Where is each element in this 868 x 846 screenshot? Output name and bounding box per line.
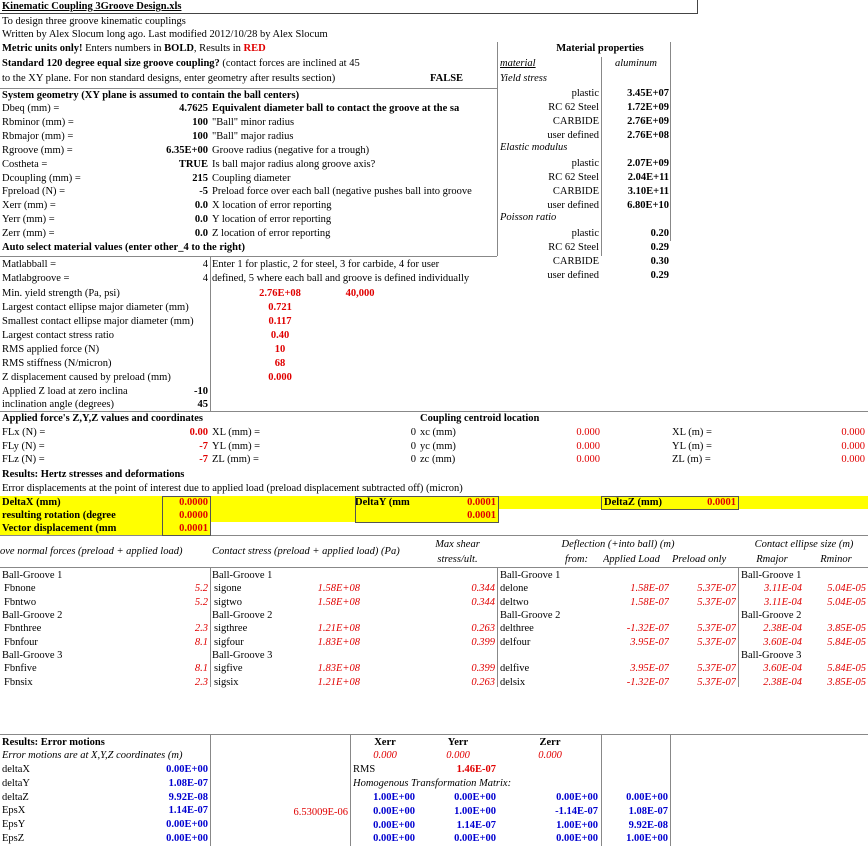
rms-label: RMS: [353, 764, 376, 775]
result-label: Largest contact ellipse major diameter (mm): [2, 302, 189, 313]
zerr-label: Zerr: [539, 737, 561, 748]
matrix-cell: 9.92E-08: [628, 819, 668, 831]
geometry-desc: Z location of error reporting: [212, 228, 331, 240]
bold-note: BOLD: [164, 43, 194, 54]
force-value: -7: [199, 440, 208, 452]
stress-name: sigsix: [214, 676, 239, 688]
yield-value[interactable]: 1.72E+09: [627, 102, 669, 113]
deflection-applied: -1.32E-07: [626, 676, 669, 688]
geometry-value[interactable]: 100: [192, 130, 208, 142]
result-value: 0.40: [270, 330, 290, 341]
error-motion-label: EpsZ: [2, 833, 25, 844]
geometry-value[interactable]: 4.7625: [179, 103, 208, 114]
deflection-name: delthree: [500, 623, 534, 634]
yerr-label: Yerr: [447, 737, 469, 748]
rmajor-val: 3.11E-04: [763, 583, 802, 594]
elastic-name: plastic: [571, 158, 599, 169]
force-val: 2.3: [194, 623, 208, 634]
inclination-label: inclination angle (degrees): [2, 399, 114, 410]
error-motions-heading: Results: Error motions: [2, 737, 105, 748]
geometry-label: Yerr (mm) =: [2, 214, 55, 226]
poisson-value[interactable]: 0.30: [650, 256, 669, 267]
centroid-value: 0.000: [576, 440, 600, 452]
matrix-cell: 1.08E-07: [628, 805, 668, 817]
force-name: Fbnsix: [4, 676, 33, 688]
ellipse-col-header: Contact ellipse size (m): [754, 539, 854, 550]
group-name: Ball-Groove 3: [2, 650, 63, 661]
elastic-value[interactable]: 3.10E+11: [627, 186, 669, 197]
deflection-preload: 5.37E-07: [697, 623, 736, 634]
deflection-applied: 3.95E-07: [630, 636, 669, 648]
rmajor-val: 2.38E-04: [763, 676, 802, 688]
deflection-preload: 5.37E-07: [697, 676, 736, 688]
stress-name: sigfour: [214, 636, 244, 648]
geometry-value[interactable]: 215: [192, 172, 208, 184]
geometry-value[interactable]: 100: [192, 116, 208, 128]
stress-val: 1.21E+08: [317, 676, 360, 688]
force-name: Fbnthree: [4, 623, 42, 634]
stress-val: 1.58E+08: [317, 596, 360, 608]
epsx-extra-value: 6.53009E-06: [293, 807, 348, 818]
group-name-ellipse: Ball-Groove 3: [741, 650, 802, 661]
deltax-value: 0.0000: [179, 497, 208, 508]
result-value: 0.117: [268, 316, 292, 327]
error-motion-value: 1.08E-07: [168, 777, 208, 789]
geometry-desc: Coupling diameter: [212, 172, 291, 184]
coord-value[interactable]: 0: [410, 427, 416, 438]
geometry-value[interactable]: 0.0: [194, 228, 208, 240]
zerr-value: 0.000: [538, 750, 562, 761]
deflection-preload: 5.37E-07: [697, 596, 736, 608]
centroid-label: xc (mm): [420, 427, 456, 438]
coord-label: ZL (mm) =: [212, 454, 259, 465]
vector-label: Vector displacement (mm: [2, 523, 117, 534]
shear-val: 0.399: [471, 663, 495, 674]
stress-val: 1.83E+08: [317, 636, 360, 648]
material-properties-title: Material properties: [556, 43, 644, 54]
geometry-desc: Groove radius (negative for a trough): [212, 144, 370, 156]
force-val: 8.1: [194, 663, 208, 674]
geometry-label: Dbeq (mm) =: [2, 103, 60, 114]
red-note: RED: [243, 43, 266, 54]
centroid-label: yc (mm): [420, 440, 456, 452]
error-motion-label: deltaX: [2, 764, 30, 775]
error-motion-value: 9.92E-08: [168, 791, 208, 803]
vector-value: 0.0001: [179, 523, 208, 534]
matrix-cell: 1.00E+00: [373, 792, 415, 803]
header-line-1: To design three groove kinematic couplings: [2, 16, 186, 27]
shear-col-header-1: Max shear: [435, 539, 480, 550]
stress-name: sigone: [214, 583, 242, 594]
elastic-name: RC 62 Steel: [548, 172, 599, 183]
group-name: Ball-Groove 1: [2, 570, 63, 581]
error-displacement-note: Error displacements at the point of interest due to applied load (preload displacement subtracted off) (micron): [2, 483, 463, 494]
coord-value[interactable]: 0: [410, 440, 416, 452]
rotation-label: resulting rotation (degree: [2, 510, 116, 521]
result-value: 10: [274, 344, 286, 355]
deflection-preload: 5.37E-07: [697, 663, 736, 674]
stress-name: sigthree: [214, 623, 248, 634]
geometry-desc: Preload force over each ball (negative pushes ball into groove: [212, 186, 472, 198]
rminor-col-header: Rminor: [820, 554, 852, 565]
error-motion-value: 1.14E-07: [168, 805, 208, 817]
material-select-value[interactable]: 4: [202, 273, 208, 284]
header-line-4: [2, 57, 447, 70]
matrix-cell: 0.00E+00: [454, 833, 496, 845]
standard-flag-cell[interactable]: FALSE: [430, 73, 464, 84]
shear-val: 0.344: [471, 596, 495, 608]
rminor-val: 5.84E-05: [827, 636, 866, 648]
poisson-name: RC 62 Steel: [548, 242, 599, 253]
stress-col-header: Contact stress (preload + applied load) (Pa): [212, 546, 400, 557]
geometry-label: Xerr (mm) =: [2, 200, 56, 212]
coord-value[interactable]: 0: [410, 454, 416, 465]
force-name: Fbnone: [4, 583, 36, 594]
force-val: 5.2: [194, 596, 208, 608]
force-val: 2.3: [194, 676, 208, 688]
poisson-ratio-label: Poisson ratio: [500, 212, 557, 223]
error-motion-label: EpsY: [2, 819, 26, 831]
deflection-preload: 5.37E-07: [697, 583, 736, 594]
header-line-3: [2, 42, 497, 55]
force-label: FLy (N) =: [2, 440, 45, 452]
poisson-value[interactable]: 0.29: [650, 270, 669, 281]
yield-value[interactable]: 2.76E+08: [627, 130, 669, 141]
aluminum-col-header: aluminum: [615, 58, 657, 69]
geometry-value[interactable]: 0.0: [194, 200, 208, 212]
rmajor-val: 3.60E-04: [763, 663, 802, 674]
elastic-name: user defined: [547, 200, 599, 211]
coord-label: XL (mm) =: [212, 427, 261, 438]
result-value-psi: 40,000: [345, 288, 375, 299]
meter-value: 0.000: [841, 440, 865, 452]
geometry-desc: X location of error reporting: [212, 200, 332, 212]
yield-value[interactable]: 2.76E+09: [627, 116, 669, 127]
force-label: FLz (N) =: [2, 454, 45, 465]
result-value: 0.721: [268, 302, 292, 313]
coord-label: YL (mm) =: [212, 440, 261, 452]
group-name-stress: Ball-Groove 1: [212, 570, 273, 581]
stress-val: 1.58E+08: [317, 583, 360, 594]
hertz-heading: Results: Hertz stresses and deformations: [2, 469, 185, 480]
meter-value: 0.000: [841, 454, 865, 465]
xerr-value: 0.000: [373, 750, 397, 761]
yield-name: CARBIDE: [552, 116, 599, 127]
rmajor-val: 3.11E-04: [763, 596, 802, 608]
deltax-label: DeltaX (mm): [2, 497, 61, 508]
yield-name: user defined: [547, 130, 599, 141]
deflection-applied: -1.32E-07: [626, 623, 669, 634]
geometry-value[interactable]: TRUE: [178, 158, 208, 170]
applied-forces-heading: Applied force's Z,Y,Z values and coordinates: [2, 413, 203, 424]
geometry-label: Rbmajor (mm) =: [2, 130, 74, 142]
geometry-desc: Y location of error reporting: [212, 214, 332, 226]
header-line-2: Written by Alex Slocum long ago. Last modified 2012/10/28 by Alex Slocum: [2, 29, 328, 40]
centroid-label: zc (mm): [420, 454, 456, 465]
deltay-value: 0.0001: [467, 497, 496, 508]
material-select-value[interactable]: 4: [202, 259, 208, 270]
deltaz-box: [601, 496, 739, 510]
metric-note: Metric units only!: [2, 43, 83, 54]
elastic-value[interactable]: 2.04E+11: [627, 172, 669, 183]
deltay-box: [355, 496, 499, 523]
auto-select-heading: Auto select material values (enter other_4 to the right): [2, 242, 245, 253]
result-label: Smallest contact ellipse major diameter (mm): [2, 316, 194, 327]
yield-name: RC 62 Steel: [548, 102, 599, 113]
deltaz-label: DeltaZ (mm): [604, 497, 663, 508]
result-label: Largest contact stress ratio: [2, 330, 115, 341]
applied-z-label: Applied Z load at zero inclina: [2, 386, 128, 397]
centroid-value: 0.000: [576, 454, 600, 465]
matrix-cell: 0.00E+00: [454, 792, 496, 803]
geometry-label: Zerr (mm) =: [2, 228, 55, 240]
result-label: Z displacement caused by preload (mm): [2, 372, 171, 383]
poisson-name: user defined: [547, 270, 599, 281]
rmajor-col-header: Rmajor: [756, 554, 788, 565]
poisson-name: CARBIDE: [552, 256, 599, 267]
shear-val: 0.263: [471, 676, 495, 688]
results-note: , Results in: [193, 43, 244, 54]
htm-label: Homogenous Transformation Matrix:: [353, 778, 512, 789]
geometry-value[interactable]: 6.35E+00: [166, 144, 208, 156]
rminor-val: 5.04E-05: [827, 596, 866, 608]
material-select-label: Matlabgroove =: [2, 273, 70, 284]
geometry-label: Fpreload (N) =: [2, 186, 66, 198]
elastic-value[interactable]: 2.07E+09: [627, 158, 669, 169]
enter-note: Enters numbers in: [82, 43, 165, 54]
elastic-name: CARBIDE: [552, 186, 599, 197]
deflection-name: delsix: [500, 676, 526, 688]
header-line-5: to the XY plane. For non standard designs, enter geometry after results section): [2, 73, 336, 84]
force-name: Fbnfour: [4, 636, 38, 648]
geometry-label: Costheta =: [2, 158, 48, 170]
stress-name: sigfive: [214, 663, 243, 674]
group-name: Ball-Groove 2: [2, 610, 63, 621]
shear-val: 0.399: [471, 636, 495, 648]
shear-col-header-2: stress/ult.: [437, 554, 478, 565]
yield-value[interactable]: 3.45E+07: [627, 88, 669, 99]
elastic-value[interactable]: 6.80E+10: [627, 200, 669, 211]
stress-val: 1.21E+08: [317, 623, 360, 634]
contact-force-note: (contact forces are inclined at 45: [219, 58, 360, 69]
applied-load-col-header: Applied Load: [603, 554, 660, 565]
group-name-defl: Ball-Groove 2: [500, 610, 561, 621]
inclination-value[interactable]: 45: [197, 399, 208, 410]
meter-label: XL (m) =: [672, 427, 712, 438]
geometry-label: Dcoupling (mm) =: [2, 172, 81, 184]
geometry-label: Rgroove (mm) =: [2, 144, 73, 156]
result-label: RMS applied force (N): [2, 344, 100, 355]
matrix-cell: 0.00E+00: [556, 833, 598, 845]
error-motion-label: EpsX: [2, 805, 26, 817]
force-value: 0.00: [189, 427, 208, 438]
force-val: 8.1: [194, 636, 208, 648]
rminor-val: 3.85E-05: [827, 676, 866, 688]
matrix-cell: 1.00E+00: [556, 819, 598, 831]
geometry-label: Rbminor (mm) =: [2, 116, 74, 128]
geometry-desc: "Ball" major radius: [212, 130, 294, 142]
applied-z-value[interactable]: -10: [194, 386, 208, 397]
deltaz-value: 0.0001: [707, 497, 736, 508]
force-value: -7: [199, 454, 208, 465]
yield-name: plastic: [571, 88, 599, 99]
force-label: FLx (N) =: [2, 427, 46, 438]
error-motions-subtitle: Error motions are at X,Y,Z coordinates (m): [2, 750, 183, 761]
meter-value: 0.000: [841, 427, 865, 438]
delta-box: [162, 496, 211, 536]
error-motion-label: deltaZ: [2, 791, 29, 803]
rmajor-val: 2.38E-04: [763, 623, 802, 634]
material-select-desc: Enter 1 for plastic, 2 for steel, 3 for carbide, 4 for user: [212, 259, 440, 270]
meter-label: ZL (m) =: [672, 454, 711, 465]
deflection-applied: 1.58E-07: [630, 583, 669, 594]
geometry-value[interactable]: -5: [199, 186, 208, 198]
centroid-value: 0.000: [576, 427, 600, 438]
poisson-name: plastic: [571, 228, 599, 239]
matrix-cell: 1.00E+00: [454, 805, 496, 817]
deflection-name: delone: [500, 583, 528, 594]
geometry-desc: "Ball" minor radius: [212, 116, 295, 128]
deflection-name: deltwo: [500, 596, 529, 608]
yerr-value: 0.000: [446, 750, 470, 761]
deflection-preload: 5.37E-07: [697, 636, 736, 648]
material-col-header: material: [500, 58, 536, 69]
force-name: Fbntwo: [4, 596, 37, 608]
matrix-cell: 1.00E+00: [626, 833, 668, 845]
geometry-value[interactable]: 0.0: [194, 214, 208, 226]
group-name-stress: Ball-Groove 3: [212, 650, 273, 661]
matrix-cell: -1.14E-07: [555, 805, 598, 817]
centroid-heading: Coupling centroid location: [420, 413, 540, 424]
shear-val: 0.263: [471, 623, 495, 634]
result-label: RMS stiffness (N/micron): [2, 358, 112, 369]
matrix-cell: 0.00E+00: [556, 792, 598, 803]
result-value: 68: [274, 358, 286, 369]
elastic-modulus-label: Elastic modulus: [500, 142, 568, 153]
result-label: Min. yield strength (Pa, psi): [2, 288, 120, 299]
rotation-value: 0.0000: [179, 510, 208, 521]
deflection-name: delfive: [500, 663, 530, 674]
error-motion-value: 0.00E+00: [166, 819, 208, 831]
rotation-value-2: 0.0001: [467, 510, 496, 521]
preload-col-header: Preload only: [672, 554, 727, 565]
error-motion-value: 0.00E+00: [166, 764, 208, 775]
material-select-desc: defined, 5 where each ball and groove is defined individually: [212, 273, 470, 284]
matrix-cell: 0.00E+00: [626, 792, 668, 803]
matrix-cell: 0.00E+00: [373, 819, 415, 831]
deflection-applied: 1.58E-07: [630, 596, 669, 608]
standard-coupling-question: Standard 120 degree equal size groove coupling?: [2, 58, 220, 69]
group-name-defl: Ball-Groove 1: [500, 570, 561, 581]
shear-val: 0.344: [471, 583, 495, 594]
stress-name: sigtwo: [214, 596, 243, 608]
poisson-value[interactable]: 0.20: [650, 228, 669, 239]
result-value: 0.000: [268, 372, 292, 383]
matrix-cell: 1.14E-07: [456, 819, 496, 831]
force-col-header: ove normal forces (preload + applied load): [0, 546, 183, 557]
deflection-applied: 3.95E-07: [630, 663, 669, 674]
rmajor-val: 3.60E-04: [763, 636, 802, 648]
sheet-title: Kinematic Coupling 3Groove Design.xls: [2, 1, 182, 12]
deflection-col-header: Deflection (+into ball) (m): [561, 539, 675, 550]
xerr-label: Xerr: [374, 737, 396, 748]
rms-value: 1.46E-07: [456, 764, 496, 775]
group-name-ellipse: Ball-Groove 2: [741, 610, 802, 621]
system-geometry-heading: System geometry (XY plane is assumed to contain the ball centers): [2, 90, 300, 101]
rminor-val: 5.04E-05: [827, 583, 866, 594]
deltay-label: DeltaY (mm: [355, 497, 410, 508]
matrix-cell: 0.00E+00: [373, 805, 415, 817]
deflection-from-label: from:: [565, 554, 588, 565]
yield-stress-label: Yield stress: [500, 73, 547, 84]
group-name-stress: Ball-Groove 2: [212, 610, 273, 621]
matrix-cell: 0.00E+00: [373, 833, 415, 845]
error-motion-label: deltaY: [2, 777, 30, 789]
group-name-ellipse: Ball-Groove 1: [741, 570, 802, 581]
geometry-desc: Equivalent diameter ball to contact the groove at the sa: [212, 103, 460, 114]
geometry-desc: Is ball major radius along groove axis?: [212, 158, 376, 170]
meter-label: YL (m) =: [672, 440, 712, 452]
material-select-label: Matlabball =: [2, 259, 57, 270]
force-name: Fbnfive: [4, 663, 37, 674]
poisson-value[interactable]: 0.29: [650, 242, 669, 253]
stress-val: 1.83E+08: [317, 663, 360, 674]
error-motion-value: 0.00E+00: [166, 833, 208, 844]
result-value: 2.76E+08: [259, 288, 301, 299]
force-val: 5.2: [194, 583, 208, 594]
rminor-val: 3.85E-05: [827, 623, 866, 634]
rminor-val: 5.84E-05: [827, 663, 866, 674]
deflection-name: delfour: [500, 636, 531, 648]
